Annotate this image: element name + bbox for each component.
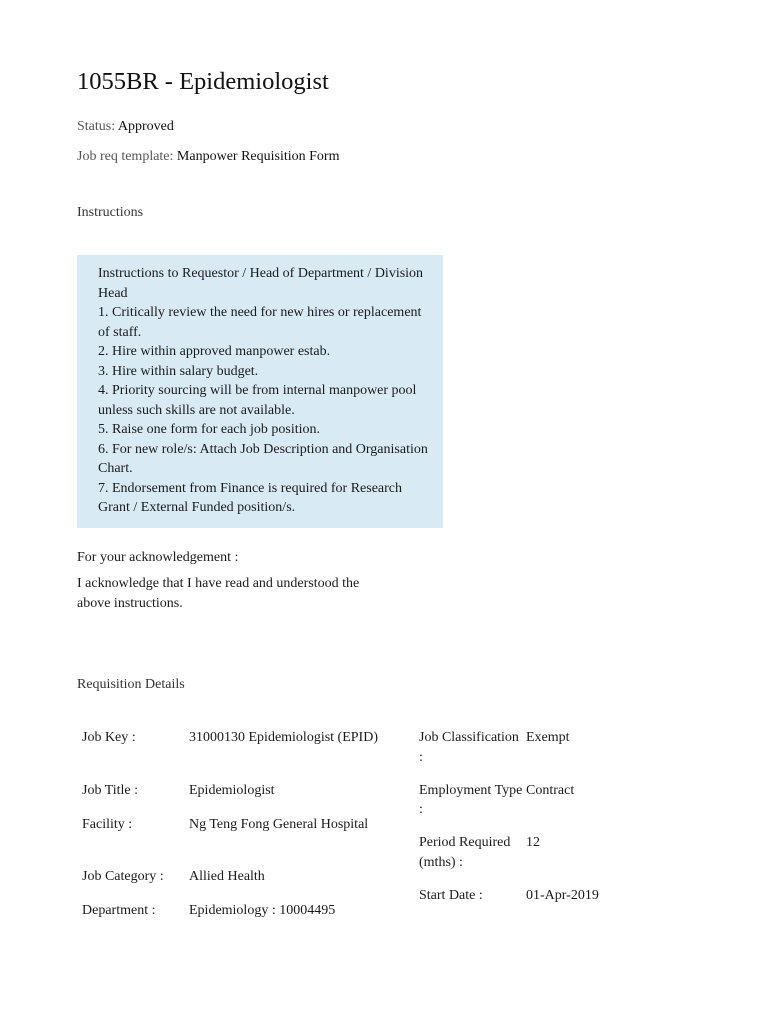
details-left-column: [82, 728, 379, 935]
requisition-details-label: Requisition Details: [77, 677, 185, 692]
instruction-line: 3. Hire within salary budget.: [98, 363, 259, 379]
details-right-column: [419, 728, 646, 920]
status-line: [77, 118, 174, 136]
template-label: Job req template:: [77, 149, 174, 164]
acknowledgement-text: I acknowledge that I have read and understood the above instructions.: [77, 576, 360, 611]
instructions-box: [77, 255, 443, 528]
instruction-line: 7. Endorsement from Finance is required for Research Grant / External Funded position/s.: [98, 480, 403, 515]
detail-value: 12: [526, 835, 540, 850]
detail-value: 31000130 Epidemiologist (EPID): [189, 730, 378, 745]
detail-label: Job Category :: [82, 869, 164, 884]
template-value: Manpower Requisition Form: [176, 149, 340, 164]
detail-label: Facility :: [82, 816, 133, 832]
detail-row-job-title: [82, 781, 379, 815]
instruction-line: Instructions to Requestor / Head of Department / Division Head: [98, 266, 424, 301]
detail-value: Allied Health: [189, 869, 265, 884]
status-value: Approved: [117, 119, 174, 134]
page-title: 1055BR - Epidemiologist: [77, 68, 329, 95]
detail-row-job-category: [82, 867, 379, 901]
instruction-line: 5. Raise one form for each job position.: [98, 422, 321, 437]
detail-value: 01-Apr-2019: [526, 888, 599, 903]
detail-label: Employment Type :: [419, 782, 523, 817]
detail-row-period-required: [419, 833, 646, 886]
detail-row-department: [82, 901, 379, 935]
instructions-section-label: Instructions: [77, 205, 144, 220]
detail-value: Exempt: [526, 730, 570, 745]
detail-row-employment-type: [419, 781, 646, 834]
detail-label: Period Required (mths) :: [419, 835, 511, 870]
instruction-line: 2. Hire within approved manpower estab.: [98, 344, 331, 359]
detail-label: Job Title :: [82, 782, 139, 798]
detail-value: Epidemiologist: [189, 782, 275, 798]
detail-label: Job Key :: [82, 730, 136, 745]
instruction-line: 1. Critically review the need for new hires or replacement of staff.: [98, 305, 422, 340]
detail-row-facility: [82, 815, 379, 868]
detail-label: Start Date :: [419, 888, 483, 903]
detail-row-job-classification: [419, 728, 646, 781]
detail-label: Department :: [82, 903, 156, 918]
instruction-line: 4. Priority sourcing will be from internal manpower pool unless such skills are not available.: [98, 383, 417, 418]
detail-row-start-date: [419, 886, 646, 920]
acknowledgement-heading: For your acknowledgement :: [77, 550, 239, 565]
detail-label: Job Classification :: [419, 730, 519, 765]
detail-value: Contract: [526, 782, 575, 798]
instruction-line: 6. For new role/s: Attach Job Description and Organisation Chart.: [98, 441, 428, 476]
detail-value: Epidemiology : 10004495: [189, 903, 336, 918]
template-line: [77, 148, 339, 166]
detail-value: Ng Teng Fong General Hospital: [189, 816, 369, 832]
detail-row-job-key: [82, 728, 379, 781]
status-label: Status:: [77, 119, 116, 134]
